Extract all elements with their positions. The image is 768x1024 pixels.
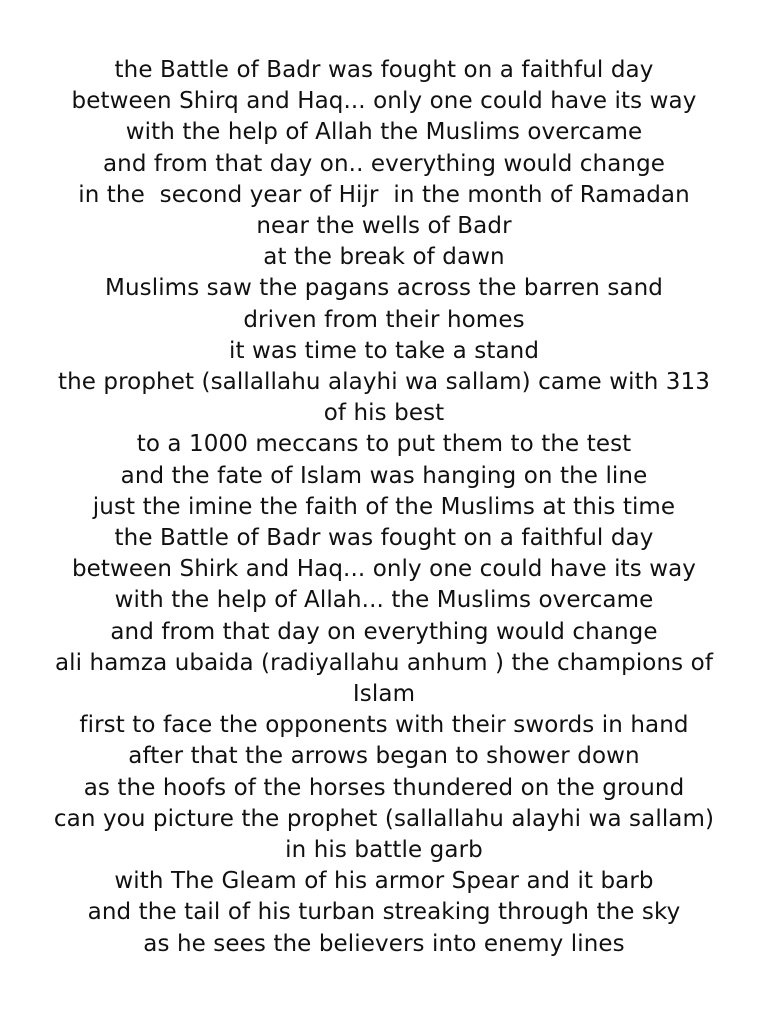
- poem-line: just the imine the faith of the Muslims at this time: [92, 493, 676, 520]
- poem-line: driven from their homes: [243, 306, 525, 333]
- poem-line: the prophet (sallallahu alayhi wa sallam) came with 313: [57, 369, 711, 396]
- poem-line: with the help of Allah the Muslims overcame: [125, 119, 643, 146]
- poem-line: and the tail of his turban streaking through the sky: [87, 899, 681, 926]
- poem-line: between Shirq and Haq... only one could have its way: [71, 88, 697, 115]
- poem-line: first to face the opponents with their swords in hand: [79, 712, 689, 739]
- poem-line: Islam: [352, 681, 416, 708]
- poem-line: as the hoofs of the horses thundered on the ground: [83, 774, 685, 801]
- poem-line: and from that day on everything would change: [110, 618, 658, 645]
- poem-line: can you picture the prophet (sallallahu alayhi wa sallam): [53, 805, 715, 832]
- poem-line: in his battle garb: [285, 837, 483, 864]
- poem-line: ali hamza ubaida (radiyallahu anhum ) the champions of: [54, 649, 714, 676]
- poem-line: and from that day on.. everything would change: [102, 150, 666, 177]
- poem-line: with The Gleam of his armor Spear and it barb: [114, 868, 654, 895]
- poem-line: Muslims saw the pagans across the barren sand: [105, 275, 663, 302]
- poem-line: at the break of dawn: [263, 244, 505, 271]
- poem-line: the Battle of Badr was fought on a faithful day: [114, 525, 654, 552]
- poem-line: as he sees the believers into enemy lines: [143, 930, 625, 957]
- poem-line: in the second year of Hijr in the month of Ramadan: [78, 181, 690, 208]
- poem-line: after that the arrows began to shower down: [128, 743, 640, 770]
- poem-line: and the fate of Islam was hanging on the line: [120, 462, 648, 489]
- poem-line: with the help of Allah... the Muslims overcame: [114, 587, 654, 614]
- poem-line: between Shirk and Haq... only one could have its way: [71, 556, 697, 583]
- poem-line: of his best: [323, 400, 445, 427]
- poem-line: it was time to take a stand: [228, 337, 540, 364]
- poem-line: the Battle of Badr was fought on a faithful day: [114, 57, 654, 83]
- poem-line: near the wells of Badr: [256, 213, 512, 240]
- poem-text: [0, 55, 768, 960]
- poem-line: to a 1000 meccans to put them to the test: [136, 431, 632, 458]
